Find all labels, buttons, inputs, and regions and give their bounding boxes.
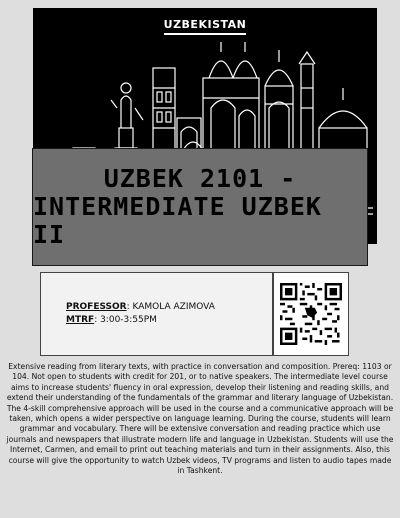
course-title-box — [32, 148, 368, 266]
country-heading: UZBEKISTAN — [33, 18, 377, 35]
professor-label: PROFESSOR — [66, 302, 127, 312]
qr-code-icon[interactable] — [280, 283, 342, 345]
course-name-title: INTERMEDIATE UZBEK II — [33, 192, 322, 249]
course-code-title: UZBEK 2101 - — [103, 164, 297, 193]
schedule-line — [66, 314, 272, 327]
course-description: Extensive reading from literary texts, with practice in conversation and composition. Prereq: 1103 or 104. Not open to students with credit for 201, or to native speakers. The intermediate level course aims to increase students' fluency in oral expression, develop their listening and reading skills, and extend their understanding of the fundamentals of the grammar and literary language of Uzbekistan. The 4-skill comprehensive approach will be used in the course and a communicative approach will be taken, which opens a wider perspective on language learning. During the course, students will learn grammar and vocabulary. There will be extensive conversation and reading practice which use journals and newspapers that illustrate modern life and language in Uzbekistan. Students will use the Internet, Carmen, and email to print out teaching materials and turn in their assignments. Also, this course will give the opportunity to watch Uzbek videos, TV programs and listen to audio tapes made in Tashkent. — [6, 362, 394, 476]
qr-code-box — [273, 272, 349, 356]
class-time: : 3:00-3:55PM — [94, 315, 157, 325]
professor-line — [66, 301, 272, 314]
professor-name: : KAMOLA AZIMOVA — [126, 302, 215, 312]
days-label: MTRF — [66, 315, 95, 325]
course-info-box — [40, 272, 273, 356]
